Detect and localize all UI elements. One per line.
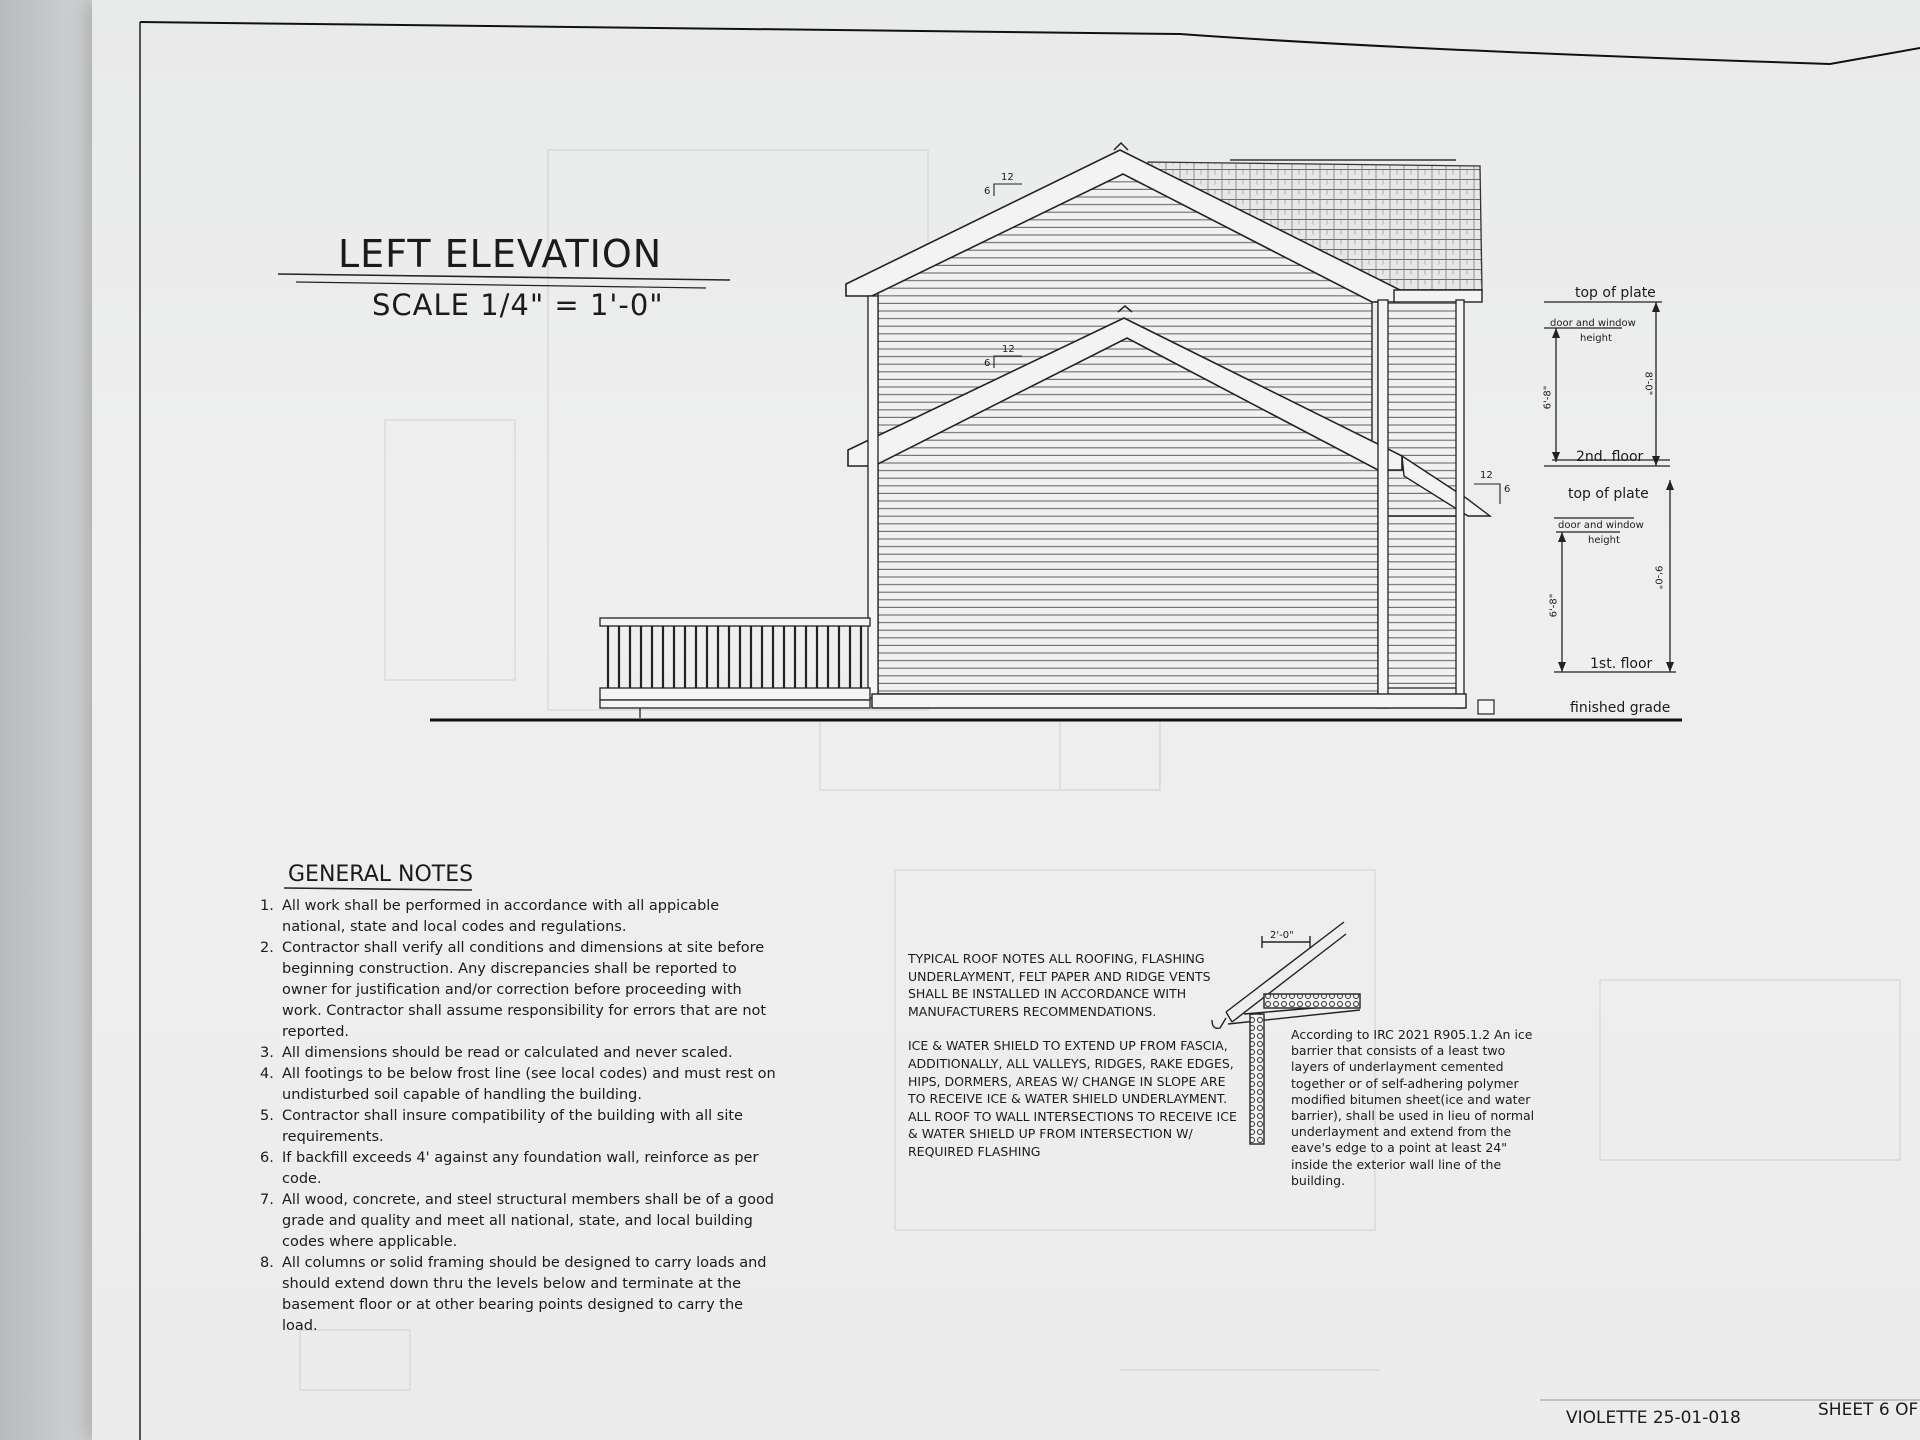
note-number: 4. xyxy=(260,1066,274,1082)
pitch-upper-run: 12 xyxy=(1001,172,1014,183)
eave-overhang-dim: 2'-0" xyxy=(1270,930,1294,941)
note-item xyxy=(260,1043,780,1064)
note-number: 5. xyxy=(260,1108,274,1124)
drawing-title: LEFT ELEVATION xyxy=(338,232,663,276)
first-floor-label: 1st. floor xyxy=(1590,656,1653,672)
corner-post-left xyxy=(868,296,878,698)
note-item xyxy=(260,896,780,938)
note-item xyxy=(260,1064,780,1106)
drawing-scale: SCALE 1/4" = 1'-0" xyxy=(372,288,664,322)
general-notes-list xyxy=(260,896,780,1337)
upper-wall-dim: 8'-0" xyxy=(1642,371,1654,396)
note-number: 7. xyxy=(260,1192,274,1208)
pitch-upper-rise: 6 xyxy=(984,186,991,197)
note-text: All work shall be performed in accordance with all appicable national, state and local codes and regulations. xyxy=(282,898,720,935)
pitch-marker-side xyxy=(1474,484,1500,504)
typical-roof-notes xyxy=(908,950,1238,1178)
note-text: All wood, concrete, and steel structural members shall be of a good grade and quality and meet all national, state, and local building codes where applicable. xyxy=(282,1192,775,1250)
note-item xyxy=(260,938,780,1043)
note-number: 2. xyxy=(260,940,274,956)
lower-height-label: height xyxy=(1588,535,1620,546)
note-text: All dimensions should be read or calculated and never scaled. xyxy=(282,1045,733,1061)
note-item xyxy=(260,1148,780,1190)
note-number: 8. xyxy=(260,1255,274,1271)
pitch-lower-rise: 6 xyxy=(984,358,991,369)
second-floor-label: 2nd. floor xyxy=(1576,449,1644,465)
note-text: If backfill exceeds 4' against any foundation wall, reinforce as per code. xyxy=(282,1150,759,1187)
general-notes-heading: GENERAL NOTES xyxy=(288,862,474,887)
irc-ice-barrier-note: According to IRC 2021 R905.1.2 An ice barrier that consists of a least two layers of underlayment cemented together or of self-adhering polymer modified bitumen sheet(ice and water barrier), shall be used in lieu of normal underlayment and extend from the eave's edge to a point at least 24" inside the exterior wall line of the building. xyxy=(1291,1027,1535,1188)
lower-top-of-plate: top of plate xyxy=(1568,486,1649,502)
sheet-number: SHEET 6 OF xyxy=(1818,1400,1919,1420)
note-number: 1. xyxy=(260,898,274,914)
lower-door-dim: 6'-8" xyxy=(1548,593,1560,618)
deck-balusters xyxy=(608,626,861,688)
upper-door-window-label: door and window xyxy=(1550,318,1636,329)
upper-top-of-plate: top of plate xyxy=(1575,285,1656,301)
note-item xyxy=(260,1106,780,1148)
pitch-lower-run: 12 xyxy=(1002,344,1015,355)
upper-door-dim: 6'-8" xyxy=(1542,385,1554,410)
foundation-step xyxy=(1478,700,1494,714)
note-item xyxy=(260,1190,780,1253)
note-text: Contractor shall verify all conditions and dimensions at site before beginning construction. Any discrepancies shall be reported to owner for justification and/or correction before proceeding with work. Contractor shall assume responsibility for errors that are not reported. xyxy=(282,940,767,1040)
note-text: All columns or solid framing should be designed to carry loads and should extend down thru the levels below and terminate at the basement floor or at other bearing points designed to carry the load. xyxy=(282,1255,767,1334)
note-number: 3. xyxy=(260,1045,274,1061)
note-item xyxy=(260,1253,780,1337)
note-text: All footings to be below frost line (see local codes) and must rest on undisturbed soil capable of handling the building. xyxy=(282,1066,776,1103)
sheet-border xyxy=(140,22,1920,64)
pitch-side-run: 12 xyxy=(1480,470,1493,481)
note-text: Contractor shall insure compatibility of the building with all site requirements. xyxy=(282,1108,743,1145)
foundation-strip xyxy=(872,694,1466,708)
lower-wall-dim: 9'-0" xyxy=(1652,565,1664,590)
upper-ridge-cap xyxy=(1114,143,1128,150)
finished-grade-label: finished grade xyxy=(1570,700,1671,716)
upper-height-label: height xyxy=(1580,333,1612,344)
upper-roof-return xyxy=(1394,290,1482,302)
notes-heading-underline xyxy=(284,888,472,890)
pitch-side-rise: 6 xyxy=(1504,484,1511,495)
corner-post-mid xyxy=(1378,300,1388,708)
pitch-marker-upper xyxy=(994,184,1022,196)
corner-post-right xyxy=(1456,300,1464,708)
note-number: 6. xyxy=(260,1150,274,1166)
roof-notes-paragraph-2: ICE & WATER SHIELD TO EXTEND UP FROM FASCIA, ADDITIONALLY, ALL VALLEYS, RIDGES, RAKE EDGES, HIPS, DORMERS, AREAS W/ CHANGE IN SLOPE ARE TO RECEIVE ICE & WATER SHIELD UNDERLAYMENT. ALL ROOF TO WALL INTERSECTIONS TO RECEIVE ICE & WATER SHIELD UP FROM INTERSECTION W/ REQUIRED FLASHING xyxy=(908,1038,1237,1159)
project-id: VIOLETTE 25-01-018 xyxy=(1566,1408,1741,1428)
roof-notes-paragraph-1: TYPICAL ROOF NOTES ALL ROOFING, FLASHING UNDERLAYMENT, FELT PAPER AND RIDGE VENTS SHALL BE INSTALLED IN ACCORDANCE WITH MANUFACTURERS RECOMMENDATIONS. xyxy=(908,951,1211,1019)
lower-door-window-label: door and window xyxy=(1558,520,1644,531)
